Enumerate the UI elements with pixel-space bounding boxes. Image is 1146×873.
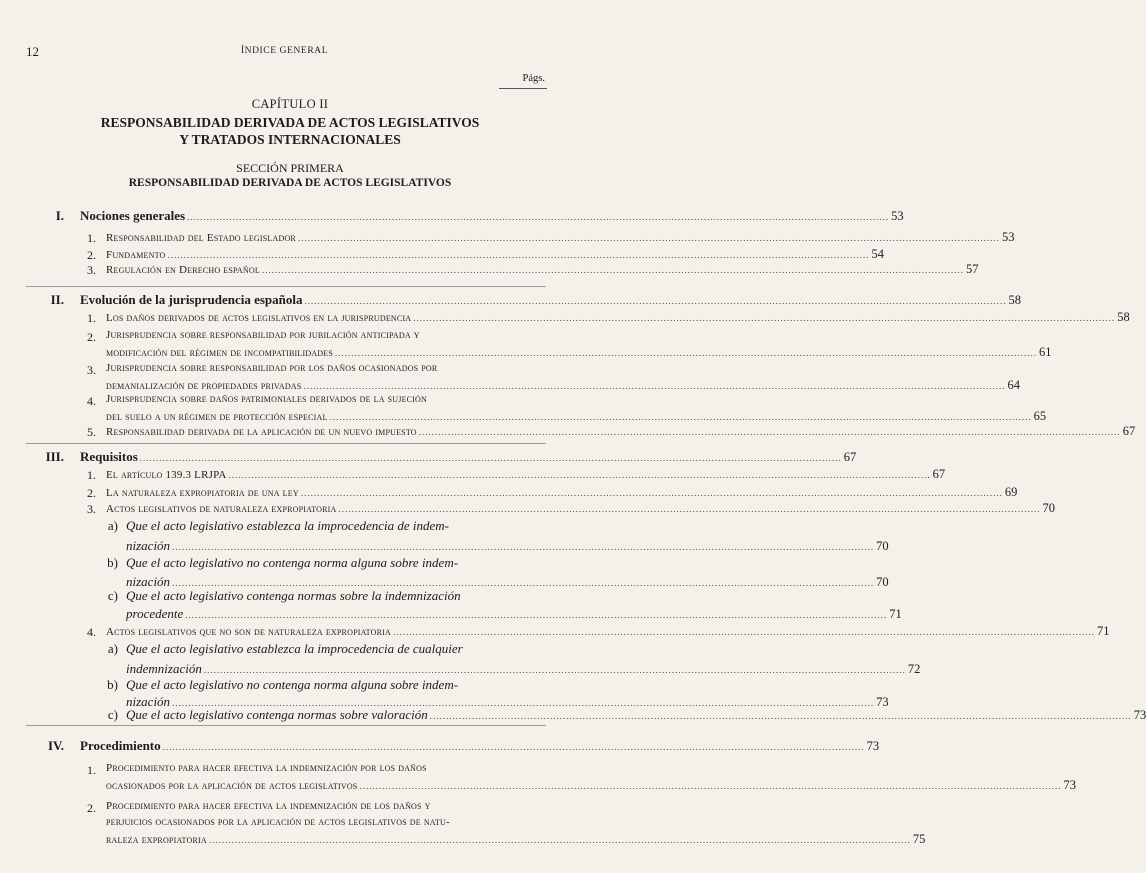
dot-leader — [209, 835, 911, 845]
item-number: 5. — [87, 425, 96, 439]
page-ref: 70 — [1042, 501, 1056, 515]
toc-section-1 — [80, 208, 904, 224]
item-number: 1. — [87, 468, 96, 482]
dot-leader — [163, 742, 865, 752]
toc-item — [106, 624, 1110, 639]
dot-leader — [301, 488, 1003, 498]
item-text: Los daños derivados de actos legislativos en la jurisprudencia — [106, 312, 412, 324]
subitem-text-line: Que el acto legislativo establezca la improcedencia de cualquier — [126, 641, 463, 656]
subitem-text: nización — [126, 538, 171, 553]
dot-leader — [430, 711, 1132, 721]
section-number: IV. — [47, 738, 64, 753]
toc-item — [106, 485, 1018, 500]
subitem-text: nización — [126, 574, 171, 589]
page-ref: 67 — [1122, 424, 1136, 438]
dot-leader — [187, 212, 889, 222]
subitem-letter: a) — [107, 641, 118, 656]
toc-item — [106, 230, 1015, 245]
subitem-text-line: Que el acto legislativo no contenga norma alguna sobre indem- — [126, 555, 459, 570]
subitem-text: indemnización — [126, 661, 202, 676]
dot-leader — [335, 348, 1037, 358]
subitem-letter: c) — [107, 588, 118, 603]
toc-item — [106, 310, 1130, 325]
item-number: 3. — [87, 502, 96, 516]
item-text-line: Procedimiento para hacer efectiva la indemnización de los daños y — [106, 800, 431, 812]
chapter-label: CAPÍTULO II — [251, 97, 329, 111]
item-text-line: perjuicios ocasionados por la aplicación de actos legislativos de natu- — [106, 816, 450, 828]
item-text: Responsabilidad del Estado legislador — [106, 232, 296, 244]
subitem-letter: c) — [107, 707, 118, 722]
section-heading: Evolución de la jurisprudencia española — [80, 292, 303, 307]
item-number: 4. — [87, 394, 96, 408]
item-text: ocasionados por la aplicación de actos legislativos — [106, 780, 358, 792]
section-heading: Nociones generales — [80, 208, 186, 223]
page-ref: 73 — [1063, 778, 1076, 792]
item-text: del suelo a un régimen de protección especial — [106, 411, 328, 423]
toc-item — [106, 778, 1076, 793]
dot-leader — [359, 781, 1061, 791]
dot-leader — [172, 542, 874, 552]
page-ref: 67 — [932, 467, 946, 481]
dot-leader — [330, 412, 1032, 422]
item-text: La naturaleza expropiatoria de una ley — [106, 487, 299, 499]
toc-item — [106, 467, 946, 482]
section-number: II. — [50, 292, 64, 307]
section-heading: Requisitos — [80, 449, 138, 464]
section-heading: Procedimiento — [80, 738, 161, 753]
section-title: RESPONSABILIDAD DERIVADA DE ACTOS LEGISLATIVOS — [128, 177, 452, 189]
toc-item — [106, 247, 885, 262]
toc-item — [106, 501, 1056, 516]
section-divider — [26, 443, 546, 444]
item-text-line: Jurisprudencia sobre daños patrimoniales derivados de la sujeción — [106, 393, 428, 405]
dot-leader — [413, 313, 1115, 323]
item-text: demanialización de propiedades privadas — [106, 380, 302, 392]
page-ref: 69 — [1004, 485, 1018, 499]
item-text: Responsabilidad derivada de la aplicación de un nuevo impuesto — [106, 426, 417, 438]
toc-item — [106, 409, 1047, 424]
chapter-title-line-1: RESPONSABILIDAD DERIVADA DE ACTOS LEGISLATIVOS — [100, 115, 480, 130]
toc-subitem — [126, 707, 1146, 723]
page-ref: 64 — [1007, 378, 1020, 392]
item-number: 1. — [87, 763, 96, 777]
chapter-title-line-2: Y TRATADOS INTERNACIONALES — [179, 132, 401, 147]
toc-section-3 — [80, 449, 857, 465]
subitem-text: Que el acto legislativo contenga normas sobre valoración — [126, 707, 428, 722]
pags-label: Págs. — [522, 73, 545, 84]
dot-leader — [298, 233, 1000, 243]
chapter-title — [40, 114, 540, 148]
subitem-text-line: Que el acto legislativo establezca la improcedencia de indem- — [126, 518, 449, 533]
section-divider — [26, 286, 546, 287]
running-head: ÍNDICE GENERAL — [240, 46, 329, 56]
toc-item — [106, 424, 1136, 439]
item-number: 2. — [87, 248, 96, 262]
page-ref: 57 — [965, 262, 979, 276]
subitem-letter: b) — [107, 555, 118, 570]
page-ref: 61 — [1039, 345, 1052, 359]
subitem-text-line: Que el acto legislativo no contenga norma alguna sobre indem- — [126, 677, 459, 692]
page-ref: 75 — [912, 832, 926, 846]
dot-leader — [419, 427, 1121, 437]
item-text-line: Procedimiento para hacer efectiva la indemnización por los daños — [106, 762, 427, 774]
dot-leader — [185, 610, 887, 620]
page-ref: 58 — [1117, 310, 1130, 324]
item-text-line: Jurisprudencia sobre responsabilidad por los daños ocasionados por — [106, 362, 438, 374]
item-number: 3. — [87, 263, 96, 277]
dot-leader — [339, 504, 1041, 514]
subitem-letter: b) — [107, 677, 118, 692]
page-ref: 71 — [1096, 624, 1110, 638]
dot-leader — [229, 470, 931, 480]
item-number: 4. — [87, 625, 96, 639]
page-ref: 54 — [871, 247, 885, 261]
toc-subitem — [126, 606, 902, 622]
subitem-text: procedente — [126, 606, 184, 621]
page-ref: 71 — [889, 607, 902, 621]
section-divider — [26, 725, 546, 726]
page-number: 12 — [26, 44, 39, 59]
dot-leader — [172, 578, 874, 588]
page-ref: 67 — [843, 450, 857, 464]
page-ref: 70 — [876, 575, 889, 589]
item-text: modificación del régimen de incompatibilidades — [106, 347, 334, 359]
toc-section-2 — [80, 292, 1021, 308]
item-text: Fundamento — [106, 249, 166, 261]
item-number: 2. — [87, 330, 96, 344]
toc-item — [106, 832, 926, 847]
toc-section-4 — [80, 738, 880, 754]
item-text-line: Jurisprudencia sobre responsabilidad por jubilación anticipada y — [106, 329, 420, 341]
page-ref: 53 — [891, 209, 904, 223]
item-number: 1. — [87, 231, 96, 245]
toc-item — [106, 378, 1020, 393]
toc-item — [106, 345, 1052, 360]
item-number: 2. — [87, 801, 96, 815]
item-number: 3. — [87, 363, 96, 377]
subitem-text: nización — [126, 694, 171, 709]
pags-underline — [499, 88, 547, 89]
dot-leader — [393, 627, 1095, 637]
dot-leader — [262, 265, 964, 275]
toc-subitem — [126, 661, 921, 677]
page-ref: 53 — [1001, 230, 1015, 244]
page-ref: 73 — [866, 739, 880, 753]
section-number: I. — [55, 208, 64, 223]
page-ref: 65 — [1033, 409, 1047, 423]
page-ref: 70 — [876, 539, 889, 553]
page-ref: 73 — [1133, 708, 1146, 722]
item-text: Regulación en Derecho español — [106, 264, 260, 276]
page-ref: 72 — [907, 662, 921, 676]
page-ref: 73 — [876, 695, 889, 709]
item-text: Actos legislativos que no son de naturaleza expropiatoria — [106, 626, 391, 638]
item-text: raleza expropiatoria — [106, 834, 207, 846]
dot-leader — [303, 381, 1005, 391]
dot-leader — [168, 250, 870, 260]
dot-leader — [140, 453, 842, 463]
toc-subitem — [126, 538, 889, 554]
item-number: 1. — [87, 311, 96, 325]
item-text: El artículo 139.3 LRJPA — [106, 469, 227, 481]
item-text: Actos legislativos de naturaleza expropiatoria — [106, 503, 337, 515]
section-label: SECCIÓN PRIMERA — [236, 161, 344, 175]
subitem-text-line: Que el acto legislativo contenga normas sobre la indemnización — [126, 588, 461, 603]
item-number: 2. — [87, 486, 96, 500]
dot-leader — [304, 296, 1006, 306]
page-ref: 58 — [1008, 293, 1021, 307]
dot-leader — [204, 665, 906, 675]
subitem-letter: a) — [107, 518, 118, 533]
toc-item — [106, 262, 979, 277]
section-number: III. — [45, 449, 64, 464]
